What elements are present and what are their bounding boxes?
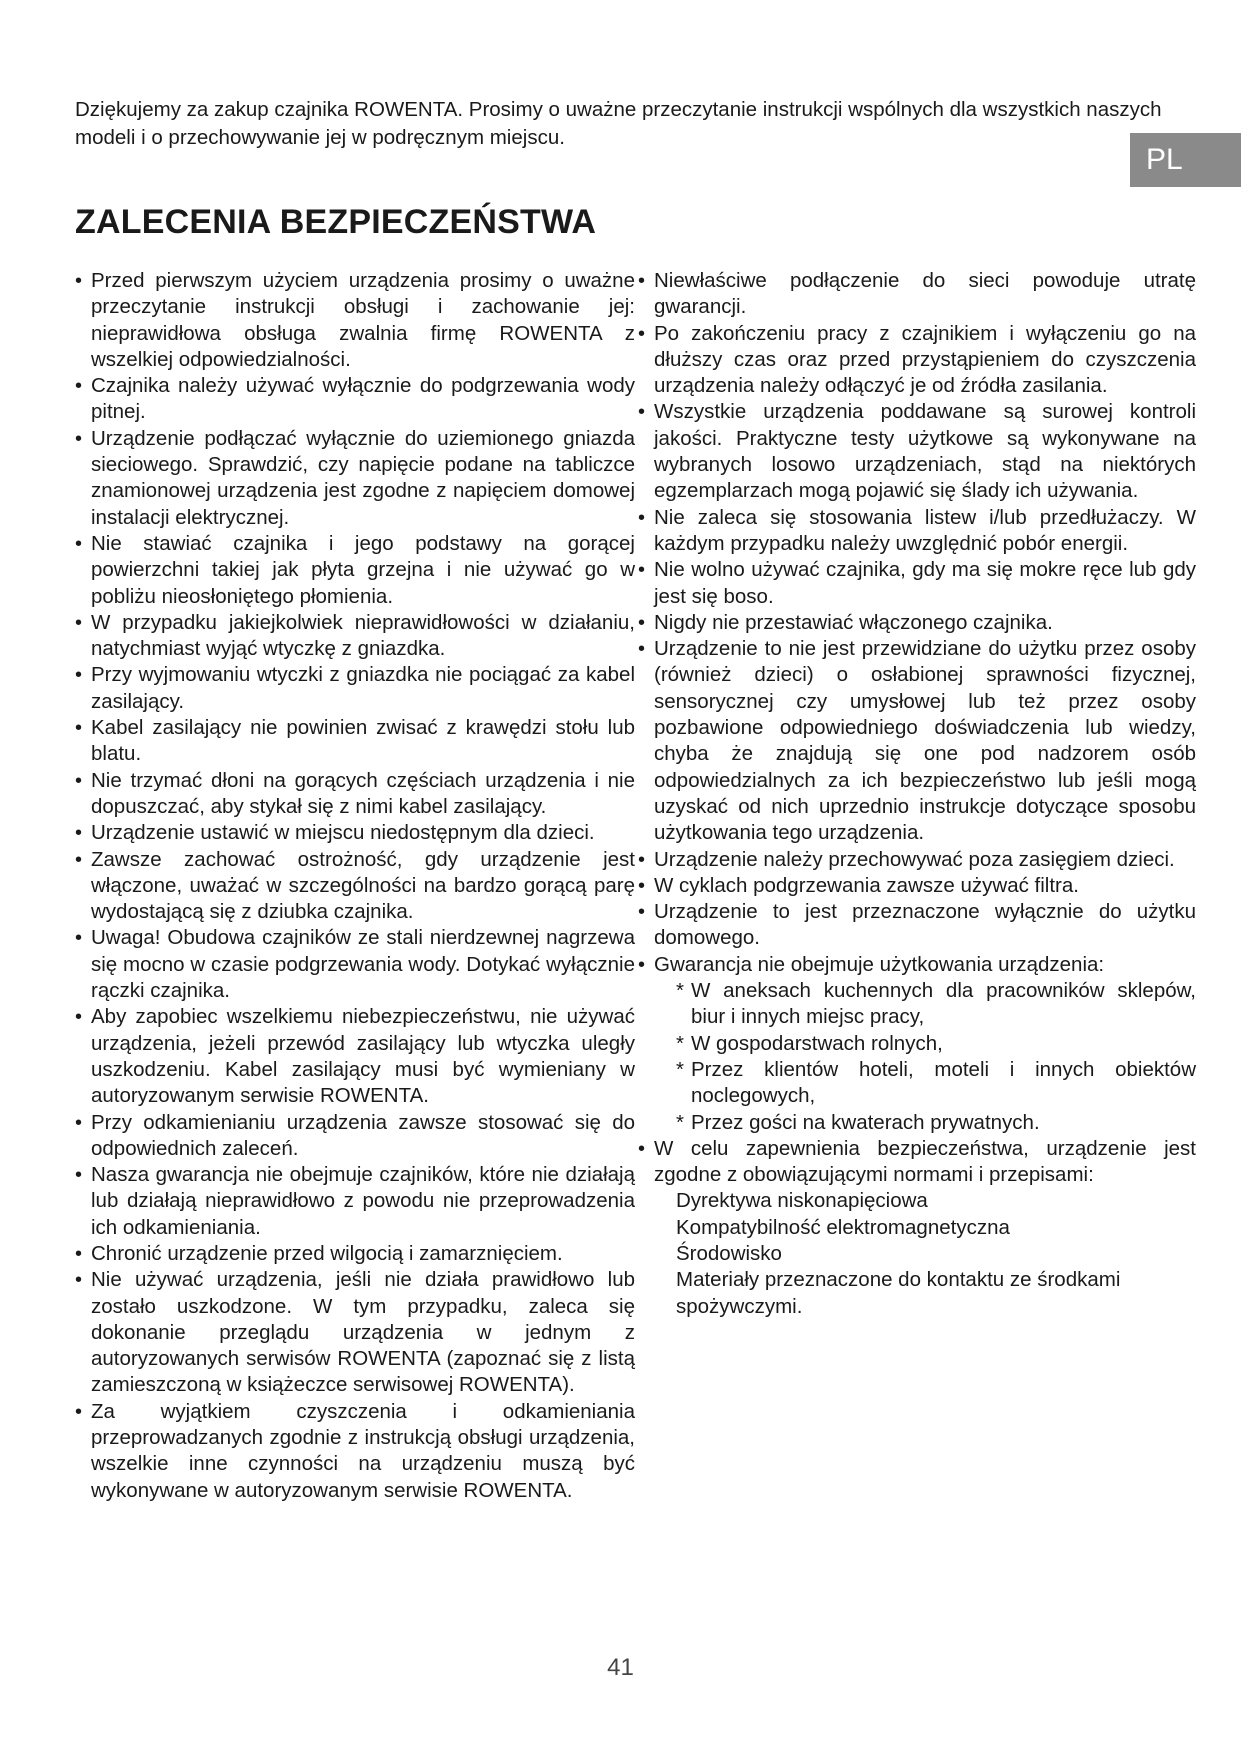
list-item: • Kabel zasilający nie powinien zwisać z krawędzi stołu lub blatu. [75, 715, 635, 768]
list-item: • Urządzenie należy przechowywać poza zasięgiem dzieci. [638, 847, 1196, 873]
list-item: • Nie stawiać czajnika i jego podstawy na gorącej powierzchni takiej jak płyta grzejna i nie używać go w pobliżu nieosłoniętego płomienia. [75, 531, 635, 610]
section-title: ZALECENIA BEZPIECZEŃSTWA [75, 203, 597, 241]
list-item: • Urządzenie to jest przeznaczone wyłącznie do użytku domowego. [638, 899, 1196, 952]
list-item: • Przed pierwszym użyciem urządzenia prosimy o uważne przeczytanie instrukcji obsługi i zachowanie jej: nieprawidłowa obsługa zwalnia firmę ROWENTA z wszelkiej odpowiedzialności. [75, 268, 635, 373]
intro-text: Dziękujemy za zakup czajnika ROWENTA. Prosimy o uważne przeczytanie instrukcji wspólnych dla wszystkich naszych modeli i o przechowywanie jej w podręcznym miejscu. [75, 98, 1162, 149]
warranty-exclusions [654, 978, 1196, 1136]
exclusion-item: * W gospodarstwach rolnych, [676, 1031, 1196, 1057]
page-number: 41 [607, 1654, 634, 1681]
list-item: • Wszystkie urządzenia poddawane są surowej kontroli jakości. Praktyczne testy użytkowe są wykonywane na wybranych losowo urządzeniach, stąd na niektórych egzemplarzach mogą pojawić się ślady ich używania. [638, 399, 1196, 504]
safety-list-right [638, 268, 1196, 1320]
list-item: • Nie używać urządzenia, jeśli nie działa prawidłowo lub zostało uszkodzone. W tym przypadku, zaleca się dokonanie przeglądu urządzenia w jednym z autoryzowanych serwisów ROWENTA (zapoznać się z listą zamieszczoną w książeczce serwisowej ROWENTA). [75, 1267, 635, 1398]
standard-item: Kompatybilność elektromagnetyczna [676, 1215, 1010, 1239]
list-item: • Przy wyjmowaniu wtyczki z gniazdka nie pociągać za kabel zasilający. [75, 662, 635, 715]
standard-item: Środowisko [676, 1241, 782, 1265]
list-item: • Po zakończeniu pracy z czajnikiem i wyłączeniu go na dłuższy czas oraz przed przystąpieniem do czyszczenia urządzenia należy odłączyć je od źródła zasilania. [638, 321, 1196, 400]
list-item: • Chronić urządzenie przed wilgocią i zamarznięciem. [75, 1241, 635, 1267]
language-tab: PL [1130, 133, 1241, 187]
warranty-item [638, 952, 1196, 1136]
list-item: • Uwaga! Obudowa czajników ze stali nierdzewnej nagrzewa się mocno w czasie podgrzewania wody. Dotykać wyłącznie rączki czajnika. [75, 925, 635, 1004]
safety-list-left [75, 268, 635, 1504]
list-item: • W przypadku jakiejkolwiek nieprawidłowości w działaniu, natychmiast wyjąć wtyczkę z gniazdka. [75, 610, 635, 663]
list-item: • Nigdy nie przestawiać włączonego czajnika. [638, 610, 1196, 636]
list-item: • Czajnika należy używać wyłącznie do podgrzewania wody pitnej. [75, 373, 635, 426]
standards-list [654, 1188, 1196, 1319]
standard-item: Materiały przeznaczone do kontaktu ze środkami spożywczymi. [676, 1268, 1121, 1318]
list-item: • Nasza gwarancja nie obejmuje czajników, które nie działają lub działają nieprawidłowo z powodu nie przeprowadzenia ich odkamieniania. [75, 1162, 635, 1241]
exclusion-item: * Przez gości na kwaterach prywatnych. [676, 1110, 1196, 1136]
list-item: • Aby zapobiec wszelkiemu niebezpieczeństwu, nie używać urządzenia, jeżeli przewód zasilający lub wtyczka uległy uszkodzeniu. Kabel zasilający musi być wymieniany w autoryzowanym serwisie ROWENTA. [75, 1004, 635, 1109]
standard-item: Dyrektywa niskonapięciowa [676, 1189, 928, 1213]
list-item: • Nie trzymać dłoni na gorących częściach urządzenia i nie dopuszczać, aby stykał się z nimi kabel zasilający. [75, 768, 635, 821]
warranty-label: Gwarancja nie obejmuje użytkowania urządzenia: [654, 952, 1105, 976]
exclusion-item: * W aneksach kuchennych dla pracowników sklepów, biur i innych miejsc pracy, [676, 978, 1196, 1031]
list-item: • Urządzenie to nie jest przewidziane do użytku przez osoby (również dzieci) o osłabionej sprawności fizycznej, sensorycznej czy umysłowej lub też przez osoby pozbawione odpowiedniego doświadczenia lub wiedzy, chyba że znajdują się one pod nadzorem osób odpowiedzialnych za ich bezpieczeństwo lub jeśli mogą uzyskać od nich uprzednio instrukcje dotyczące sposobu użytkowania tego urządzenia. [638, 636, 1196, 846]
list-item: • Nie zaleca się stosowania listew i/lub przedłużaczy. W każdym przypadku należy uwzględnić pobór energii. [638, 505, 1196, 558]
list-item: • Zawsze zachować ostrożność, gdy urządzenie jest włączone, uważać w szczególności na bardzo gorącą parę wydostającą się z dziubka czajnika. [75, 847, 635, 926]
list-item: • W cyklach podgrzewania zawsze używać filtra. [638, 873, 1196, 899]
compliance-label: W celu zapewnienia bezpieczeństwa, urządzenie jest zgodne z obowiązującymi normami i przepisami: [654, 1136, 1196, 1187]
list-item: • Przy odkamienianiu urządzenia zawsze stosować się do odpowiednich zaleceń. [75, 1110, 635, 1163]
compliance-item [638, 1136, 1196, 1320]
list-item: • Urządzenie ustawić w miejscu niedostępnym dla dzieci. [75, 820, 635, 846]
list-item: • Urządzenie podłączać wyłącznie do uziemionego gniazda sieciowego. Sprawdzić, czy napięcie podane na tabliczce znamionowej urządzenia jest zgodne z napięciem domowej instalacji elektrycznej. [75, 426, 635, 531]
list-item: • Nie wolno używać czajnika, gdy ma się mokre ręce lub gdy jest się boso. [638, 557, 1196, 610]
list-item: • Niewłaściwe podłączenie do sieci powoduje utratę gwarancji. [638, 268, 1196, 321]
list-item: • Za wyjątkiem czyszczenia i odkamieniania przeprowadzanych zgodnie z instrukcją obsługi urządzenia, wszelkie inne czynności na urządzeniu muszą być wykonywane w autoryzowanym serwisie ROWENTA. [75, 1399, 635, 1504]
exclusion-item: * Przez klientów hoteli, moteli i innych obiektów noclegowych, [676, 1057, 1196, 1110]
